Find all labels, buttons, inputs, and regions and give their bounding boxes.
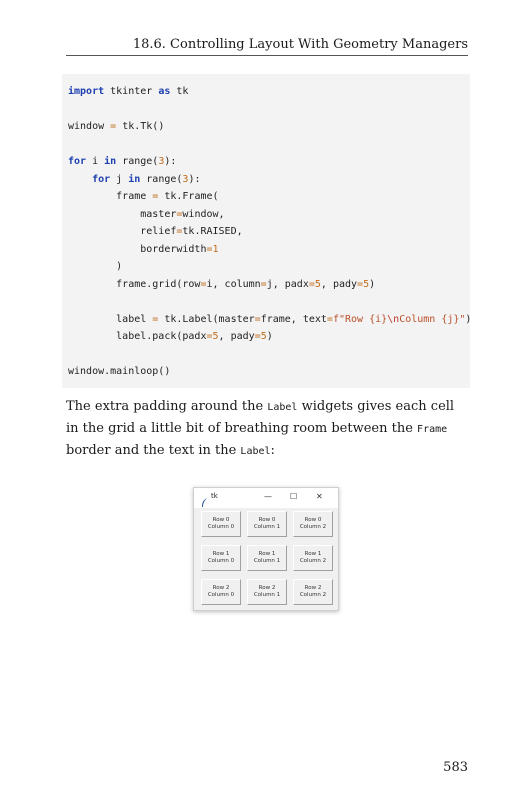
- cell-row-text: Row 0: [258, 517, 276, 523]
- minimize-button[interactable]: —: [264, 492, 272, 501]
- code-line: for j in range(3):: [92, 173, 201, 185]
- maximize-button[interactable]: ☐: [290, 492, 298, 501]
- code-line: window = tk.Tk(): [68, 121, 165, 132]
- para-text-4: :: [270, 443, 275, 458]
- inline-code-label-2: Label: [240, 446, 271, 457]
- code-line: label = tk.Label(master=frame, text=f"Row {i}\nColumn {j}"): [68, 313, 472, 325]
- window-title: tk: [211, 492, 218, 500]
- code-line: frame = tk.Frame(: [68, 191, 219, 202]
- code-line: [68, 293, 470, 311]
- code-block: [62, 74, 470, 388]
- cell-row-text: Row 2: [258, 585, 276, 591]
- grid-cell-label: [247, 579, 287, 605]
- cell-column-text: Column 2: [299, 592, 327, 598]
- grid-cell-label: [293, 545, 333, 571]
- code-line: [68, 101, 470, 119]
- grid-cell-label: [247, 511, 287, 537]
- body-paragraph: [66, 396, 470, 462]
- cell-row-text: Row 1: [258, 551, 276, 557]
- grid-cell-label: [293, 511, 333, 537]
- para-text-1: The extra padding around the: [66, 399, 268, 414]
- grid-cell-label: [293, 579, 333, 605]
- cell-row-text: Row 1: [304, 551, 322, 557]
- cell-column-text: Column 2: [299, 558, 327, 564]
- cell-column-text: Column 1: [253, 592, 281, 598]
- cell-column-text: Column 1: [253, 558, 281, 564]
- running-header: 18.6. Controlling Layout With Geometry Managers: [66, 36, 468, 56]
- cell-row-text: Row 2: [304, 585, 322, 591]
- code-line: ): [68, 261, 123, 272]
- code-line: relief=tk.RAISED,: [68, 226, 243, 237]
- grid-cell-label: [201, 511, 241, 537]
- grid-cell-label: [247, 545, 287, 571]
- code-line: frame.grid(row=i, column=j, padx=5, pady=5): [68, 278, 376, 290]
- tk-window-screenshot: [193, 487, 339, 611]
- para-text-2: widgets gives each cell in the grid a little bit of breathing room between the: [66, 399, 455, 436]
- code-line: [68, 346, 470, 364]
- code-line: [68, 136, 470, 154]
- window-titlebar: [194, 488, 338, 508]
- page-number: 583: [443, 760, 468, 775]
- code-line: master=window,: [68, 208, 225, 220]
- close-button[interactable]: ✕: [316, 492, 323, 501]
- code-line: label.pack(padx=5, pady=5): [68, 331, 273, 342]
- inline-code-label: Label: [267, 402, 298, 413]
- code-line: window.mainloop(): [68, 366, 171, 377]
- code-line: for i in range(3):: [68, 156, 177, 167]
- cell-column-text: Column 0: [207, 558, 235, 564]
- cell-column-text: Column 0: [207, 524, 235, 530]
- cell-column-text: Column 2: [299, 524, 327, 530]
- cell-row-text: Row 1: [212, 551, 230, 557]
- cell-column-text: Column 1: [253, 524, 281, 530]
- grid-cell-label: [201, 545, 241, 571]
- code-line: import tkinter as tk: [68, 86, 189, 97]
- inline-code-frame: Frame: [417, 424, 448, 435]
- cell-row-text: Row 2: [212, 585, 230, 591]
- cell-column-text: Column 0: [207, 592, 235, 598]
- para-text-3: border and the text in the: [66, 443, 241, 458]
- cell-row-text: Row 0: [304, 517, 322, 523]
- code-line: borderwidth=1: [68, 243, 219, 255]
- cell-row-text: Row 0: [212, 517, 230, 523]
- grid-cell-label: [201, 579, 241, 605]
- feather-icon: [201, 493, 208, 512]
